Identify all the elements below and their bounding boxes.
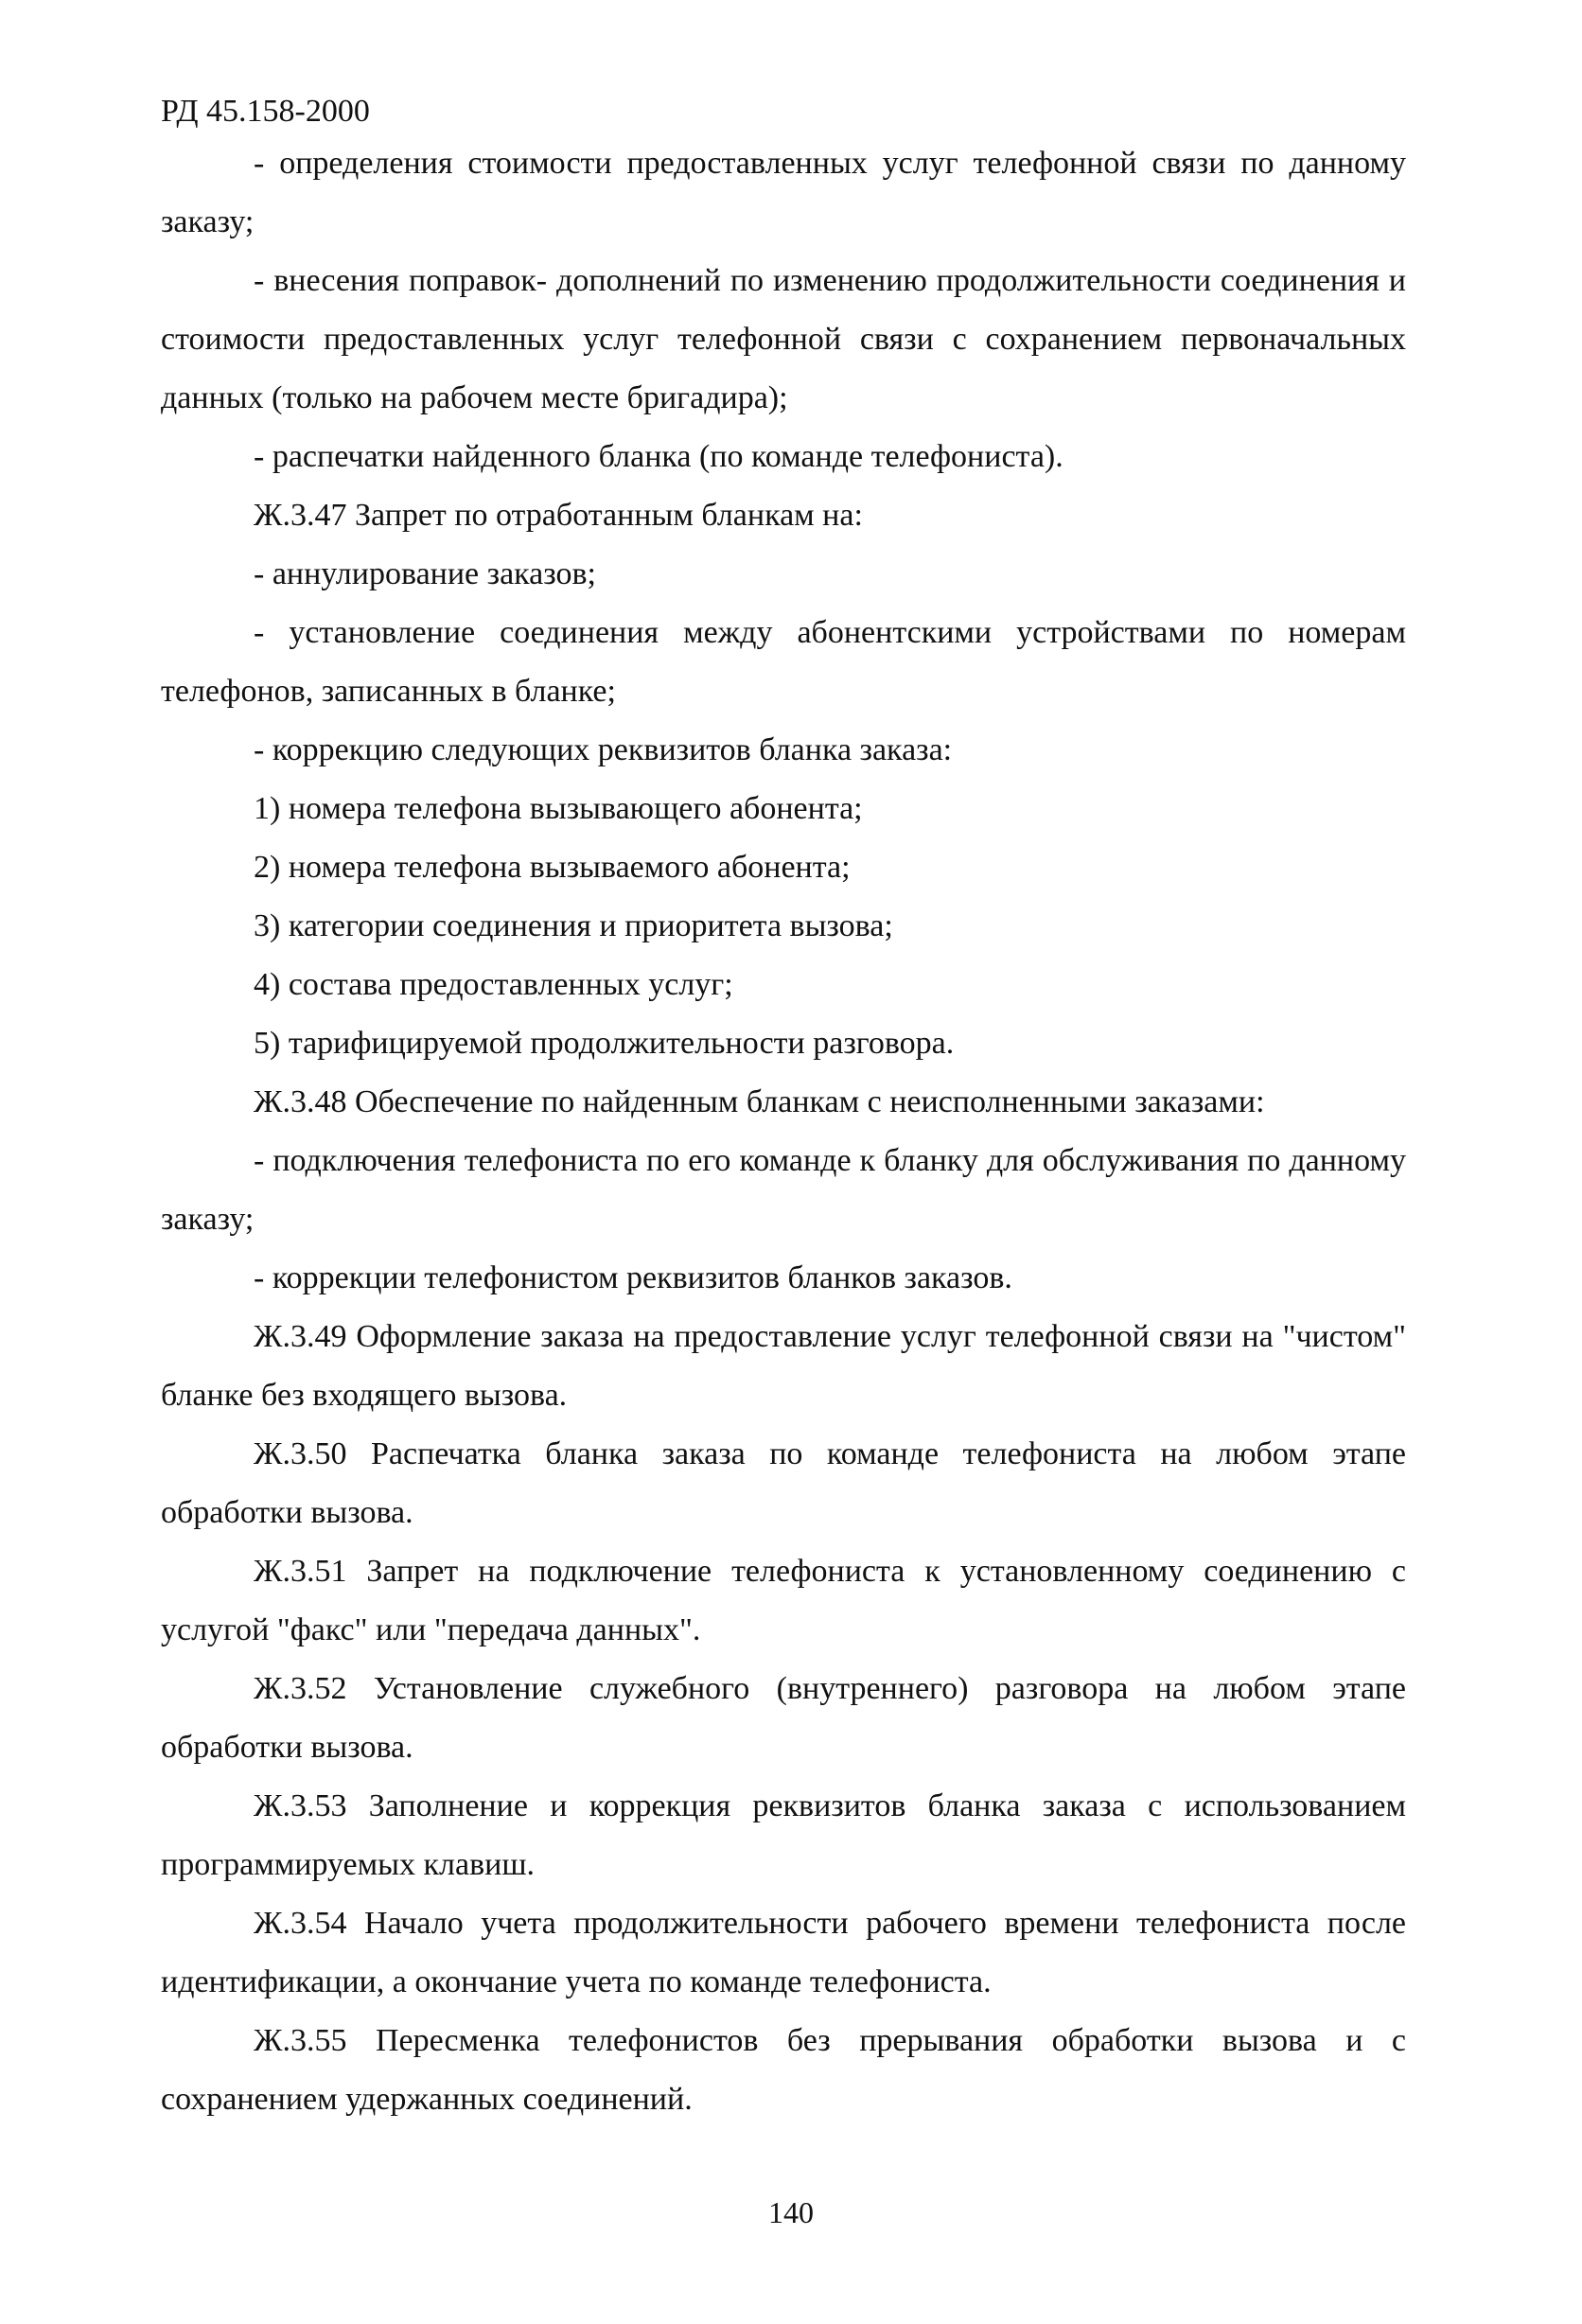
list-item-4: 4) состава предоставленных услуг;	[254, 967, 733, 1002]
paragraph-corrections: - внесения поправок- дополнений по изменению продолжительности соединения и стоимости предоставленных услуг телефонной связи с сохранением первоначальных данных (только на рабочем месте бригадира);	[161, 263, 1406, 415]
list-item-2: 2) номера телефона вызываемого абонента;	[254, 850, 851, 885]
list-item-1: 1) номера телефона вызывающего абонента;	[254, 791, 863, 826]
clause-3-54: Ж.3.54 Начало учета продолжительности рабочего времени телефониста после идентификации, а окончание учета по команде телефониста.	[161, 1906, 1406, 1999]
paragraph-operator-connection: - подключения телефониста по его команде к бланку для обслуживания по данному заказу;	[161, 1143, 1406, 1237]
clause-3-55: Ж.3.55 Пересменка телефонистов без прерывания обработки вызова и с сохранением удержанных соединений.	[161, 2023, 1406, 2117]
clause-3-50: Ж.3.50 Распечатка бланка заказа по команде телефониста на любом этапе обработки вызова.	[161, 1436, 1406, 1530]
paragraph-cancel-orders: - аннулирование заказов;	[254, 556, 596, 591]
clause-3-53: Ж.3.53 Заполнение и коррекция реквизитов бланка заказа с использованием программируемых клавиш.	[161, 1788, 1406, 1882]
clause-3-48: Ж.3.48 Обеспечение по найденным бланкам с неисполненными заказами:	[254, 1084, 1265, 1119]
paragraph-connection-ban: - установление соединения между абонентскими устройствами по номерам телефонов, записанных в бланке;	[161, 615, 1406, 709]
document-header: РД 45.158-2000	[161, 94, 370, 129]
paragraph-cost-determination: - определения стоимости предоставленных услуг телефонной связи по данному заказу;	[161, 146, 1406, 239]
document-body	[161, 134, 1406, 2129]
clause-3-52: Ж.3.52 Установление служебного (внутреннего) разговора на любом этапе обработки вызова.	[161, 1671, 1406, 1765]
list-item-3: 3) категории соединения и приоритета вызова;	[254, 908, 893, 943]
paragraph-print-found-form: - распечатки найденного бланка (по команде телефониста).	[254, 439, 1063, 474]
paragraph-operator-correction: - коррекции телефонистом реквизитов бланков заказов.	[254, 1260, 1012, 1295]
page-number: 140	[768, 2195, 814, 2229]
clause-3-49: Ж.3.49 Оформление заказа на предоставление услуг телефонной связи на "чистом" бланке без входящего вызова.	[161, 1319, 1406, 1413]
paragraph-correction-details: - коррекцию следующих реквизитов бланка заказа:	[254, 732, 953, 767]
clause-3-51: Ж.3.51 Запрет на подключение телефониста к установленному соединению с услугой "факс" или "передача данных".	[161, 1554, 1406, 1647]
list-item-5: 5) тарифицируемой продолжительности разговора.	[254, 1026, 955, 1061]
clause-3-47: Ж.3.47 Запрет по отработанным бланкам на:	[254, 498, 863, 533]
